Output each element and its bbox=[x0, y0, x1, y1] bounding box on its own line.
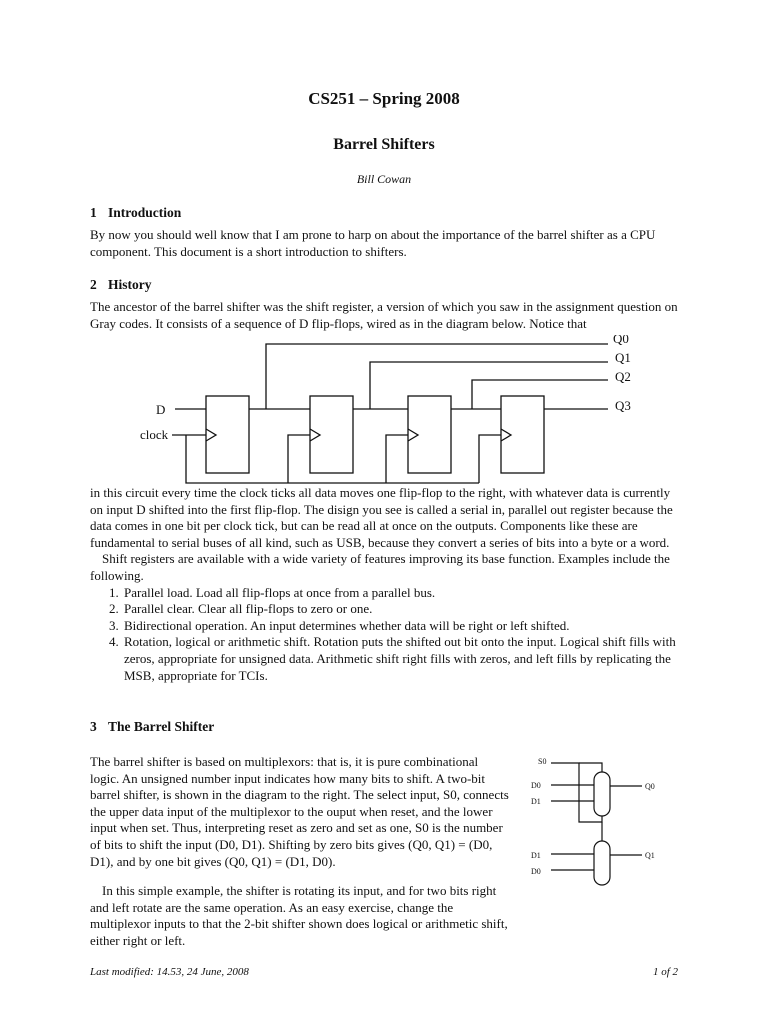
paragraph-text: The barrel shifter is based on multiplexors: that is, it is pure combinational logic. An unsigned number input indicates how many bits to shift. A two-bit barrel shifter, is shown in the diagram to the right. The select input, S0, connects the upper data input of the multiplexor to the ouput when reset, and the lower input when set. Thus, interpreting reset as zero and set as one, S0 is the number of bits to shift the input (D0, D1). Shifting by zero bits gives (Q0, Q1) = (D0, D1), and by one bit gives (Q0, Q1) = (D1, D0). bbox=[90, 754, 509, 869]
history-paragraph-2 bbox=[90, 485, 682, 684]
paragraph-text: Shift registers are available with a wide variety of features improving its base function. Examples include the following. bbox=[90, 551, 670, 583]
input-d1-label: D1 bbox=[531, 797, 541, 806]
author: Bill Cowan bbox=[356, 172, 412, 186]
input-d0-label: D0 bbox=[531, 867, 541, 876]
history-paragraph-1 bbox=[90, 299, 682, 332]
page-title: CS251 – Spring 2008 bbox=[308, 89, 460, 108]
list-item: 4. Rotation, logical or arithmetic shift. Rotation puts the shifted out bit onto the input. Logical shift fills with zeros, appropriate for unsigned data. Arithmetic shift right fills with zeros, and left fills by replicating the MSB, appropriate for TCIs. bbox=[122, 634, 682, 684]
input-clock-label: clock bbox=[140, 427, 169, 442]
list-item: 1. Parallel load. Load all flip-flops at once from a parallel bus. bbox=[122, 585, 682, 602]
output-q1-label: Q1 bbox=[615, 350, 631, 365]
input-d-label: D bbox=[156, 402, 166, 417]
section-number: 1 bbox=[90, 205, 97, 220]
section-heading-introduction bbox=[90, 205, 181, 221]
multiplexor-1 bbox=[594, 772, 610, 816]
section-heading-barrel-shifter bbox=[90, 719, 214, 735]
list-item: 2. Parallel clear. Clear all flip-flops to zero or one. bbox=[122, 601, 682, 618]
paragraph-text: In this simple example, the shifter is rotating its input, and for two bits right and left rotate are the same operation. As an easy exercise, change the multiplexor inputs to that the 2-bit shifter shown does logical or arithmetic shift, either right or left. bbox=[90, 883, 508, 948]
multiplexor-2 bbox=[594, 841, 610, 885]
output-q1-label: Q1 bbox=[645, 851, 655, 860]
output-q0-label: Q0 bbox=[613, 335, 629, 346]
flip-flop-3 bbox=[408, 396, 451, 473]
input-d0-label: D0 bbox=[531, 781, 541, 790]
section-heading-history bbox=[90, 277, 152, 293]
paragraph-text: By now you should well know that I am prone to harp on about the importance of the barrel shifter as a CPU component. This document is a short introduction to shifters. bbox=[90, 227, 656, 259]
section-title: Introduction bbox=[108, 205, 182, 220]
shift-register-diagram bbox=[130, 335, 650, 485]
flip-flop-2 bbox=[310, 396, 353, 473]
section-number: 3 bbox=[90, 719, 97, 734]
flip-flop-4 bbox=[501, 396, 544, 473]
feature-list bbox=[90, 585, 682, 685]
section-title: History bbox=[108, 277, 152, 292]
flip-flop-1 bbox=[206, 396, 249, 473]
list-item: 3. Bidirectional operation. An input determines whether data will be right or left shifted. bbox=[122, 618, 682, 635]
output-q2-label: Q2 bbox=[615, 369, 631, 384]
section-number: 2 bbox=[90, 277, 97, 292]
document-subtitle: Barrel Shifters bbox=[333, 136, 435, 153]
select-s0-label: S0 bbox=[538, 757, 547, 766]
paragraph-text: The ancestor of the barrel shifter was the shift register, a version of which you saw in the assignment question on Gray codes. It consists of a sequence of D flip-flops, wired as in the diagram below. Notice that bbox=[90, 299, 678, 331]
last-modified: Last modified: 14.53, 24 June, 2008 bbox=[90, 966, 249, 978]
input-d1-label: D1 bbox=[531, 851, 541, 860]
barrel-shifter-text bbox=[90, 741, 510, 963]
barrel-shifter-diagram bbox=[525, 752, 675, 892]
paragraph-text: in this circuit every time the clock ticks all data moves one flip-flop to the right, with whatever data is currently on input D shifted into the first flip-flop. The disign you see is called a serial in, parallel out register because the data comes in one bit per clock tick, but can be read all at once on the outputs. Components like these are fundamental to serial buses of all kind, such as USB, because they convert a series of bits into a byte or a word. bbox=[90, 485, 673, 550]
output-q3-label: Q3 bbox=[615, 398, 631, 413]
intro-paragraph bbox=[90, 227, 682, 260]
section-title: The Barrel Shifter bbox=[108, 719, 215, 734]
output-q0-label: Q0 bbox=[645, 782, 655, 791]
page-number: 1 of 2 bbox=[652, 966, 678, 978]
